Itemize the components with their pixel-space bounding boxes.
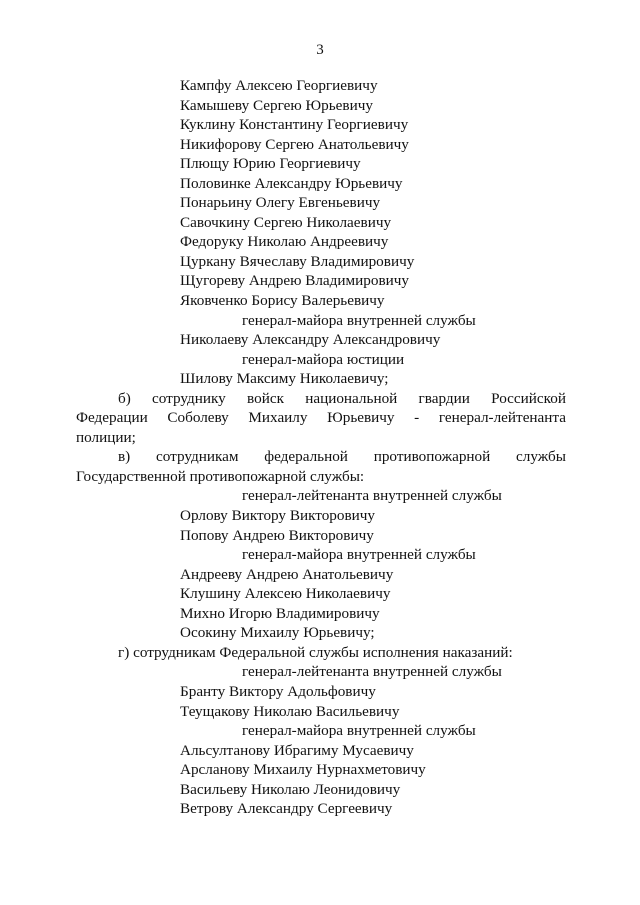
- person-name: Кампфу Алексею Георгиевичу: [180, 77, 378, 94]
- person-name: Половинке Александру Юрьевичу: [180, 174, 403, 192]
- person-name: Федоруку Николаю Андреевичу: [180, 233, 389, 251]
- section-b-line1: б) сотруднику войск национальной гвардии Российской: [118, 389, 566, 407]
- person-name: Никифорову Сергею Анатольевичу: [180, 135, 409, 153]
- person-name: Николаеву Александру Александровичу: [180, 331, 441, 349]
- rank-heading: генерал-майора внутренней службы: [242, 546, 476, 564]
- page-number: 3: [316, 42, 324, 58]
- section-g: [76, 643, 566, 819]
- section-v: [76, 447, 566, 642]
- name-list-block1: [76, 76, 566, 311]
- section-v-line1: в) сотрудникам федеральной противопожарной службы: [118, 448, 566, 466]
- person-name: Орлову Виктору Викторовичу: [180, 507, 376, 525]
- person-name: Плющу Юрию Георгиевичу: [180, 155, 361, 173]
- section-b: [76, 389, 566, 448]
- person-name: Щугореву Андрею Владимировичу: [180, 272, 409, 290]
- rank-heading: генерал-майора юстиции: [242, 350, 405, 368]
- person-name: Шилову Максиму Николаевичу;: [180, 370, 389, 388]
- section-b-line2: Федерации Соболеву Михаилу Юрьевичу - генерал-лейтенанта: [76, 409, 566, 427]
- person-name: Савочкину Сергею Николаевичу: [180, 213, 392, 231]
- rank-heading: генерал-майора внутренней службы: [242, 311, 476, 329]
- rank-heading: генерал-лейтенанта внутренней службы: [242, 663, 502, 681]
- person-name: Цуркану Вячеславу Владимировичу: [180, 252, 415, 270]
- person-name: Камышеву Сергею Юрьевичу: [180, 96, 373, 114]
- section-b-line3: полиции;: [76, 428, 136, 446]
- person-name: Ветрову Александру Сергеевичу: [180, 800, 393, 818]
- document-body: [76, 76, 566, 819]
- section-g-line1: г) сотрудникам Федеральной службы исполнения наказаний:: [118, 643, 513, 661]
- person-name: Понарьину Олегу Евгеньевичу: [180, 194, 381, 212]
- section-v-line2: Государственной противопожарной службы:: [76, 467, 365, 485]
- person-name: Попову Андрею Викторовичу: [180, 526, 374, 544]
- person-name: Бранту Виктору Адольфовичу: [180, 682, 376, 700]
- rank-heading: генерал-майора внутренней службы: [242, 722, 476, 740]
- person-name: Михно Игорю Владимировичу: [180, 604, 380, 622]
- rank-heading: генерал-лейтенанта внутренней службы: [242, 487, 502, 505]
- person-name: Андрееву Андрею Анатольевичу: [180, 565, 394, 583]
- person-name: Клушину Алексею Николаевичу: [180, 585, 391, 603]
- person-name: Васильеву Николаю Леонидовичу: [180, 780, 401, 798]
- person-name: Теущакову Николаю Васильевичу: [180, 702, 400, 720]
- person-name: Куклину Константину Георгиевичу: [180, 116, 409, 134]
- person-name: Осокину Михаилу Юрьевичу;: [180, 624, 375, 642]
- person-name: Альсултанову Ибрагиму Мусаевичу: [180, 741, 414, 759]
- person-name: Арсланову Михаилу Нурнахметовичу: [180, 761, 426, 779]
- person-name: Яковченко Борису Валерьевичу: [180, 292, 385, 310]
